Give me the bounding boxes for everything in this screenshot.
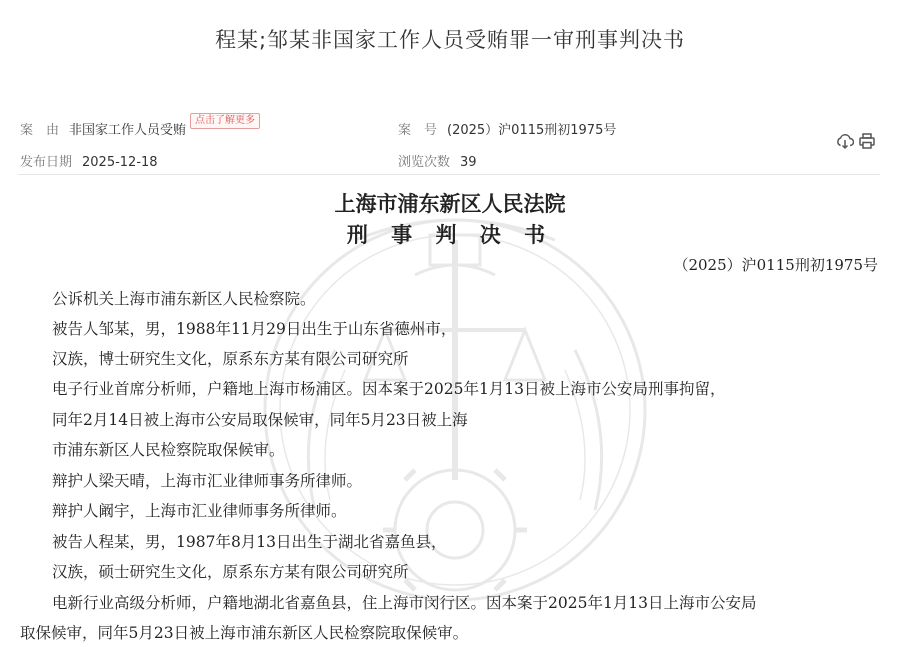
meta-views [398, 151, 477, 170]
cause-value: 非国家工作人员受贿 [69, 123, 187, 138]
meta-divider [18, 174, 880, 175]
body-line: 公诉机关上海市浦东新区人民检察院。 [52, 290, 316, 308]
document-type: 刑 事 判 决 书 [346, 222, 554, 247]
body-line: 被告人程某，男，1987年8月13日出生于湖北省嘉鱼县， [52, 533, 447, 551]
body-line: 汉族，硕士研究生文化，原系东方某有限公司研究所 [52, 563, 409, 581]
court-name: 上海市浦东新区人民法院 [334, 191, 566, 216]
publish-date-value: 2025-12-18 [82, 155, 158, 170]
views-label: 浏览次数 [398, 155, 451, 170]
publish-date-label: 发布日期 [20, 155, 73, 170]
meta-cause [20, 119, 186, 138]
body-line: 电新行业高级分析师，户籍地湖北省嘉鱼县，住上海市闵行区。因本案于2025年1月13日上海市公安局 [52, 594, 757, 612]
meta-publish-date [20, 151, 158, 170]
cause-label: 案 由 [20, 123, 60, 138]
views-value: 39 [460, 155, 477, 170]
document-case-number: （2025）沪0115刑初1975号 [673, 256, 878, 274]
download-icon[interactable] [836, 132, 854, 150]
page-title: 程某;邹某非国家工作人员受贿罪一审刑事判决书 [214, 28, 686, 52]
meta-case-no [398, 119, 616, 138]
body-line: 电子行业首席分析师，户籍地上海市杨浦区。因本案于2025年1月13日被上海市公安局刑事拘留， [52, 380, 726, 398]
body-line: 同年2月14日被上海市公安局取保候审，同年5月23日被上海 [52, 411, 468, 429]
body-line: 被告人邹某，男，1988年11月29日出生于山东省德州市， [52, 320, 457, 338]
body-line: 取保候审，同年5月23日被上海市浦东新区人民检察院取保候审。 [20, 624, 469, 642]
body-line: 辩护人梁天晴，上海市汇业律师事务所律师。 [52, 472, 363, 490]
body-line: 市浦东新区人民检察院取保候审。 [52, 441, 285, 459]
case-no-value: (2025）沪0115刑初1975号 [447, 123, 617, 138]
print-icon[interactable] [858, 132, 876, 150]
body-line: 辩护人阚宇，上海市汇业律师事务所律师。 [52, 502, 347, 520]
body-line: 汉族，博士研究生文化，原系东方某有限公司研究所 [52, 350, 409, 368]
case-no-label: 案 号 [398, 123, 438, 138]
learn-more-tag[interactable]: 点击了解更多 [190, 113, 260, 129]
